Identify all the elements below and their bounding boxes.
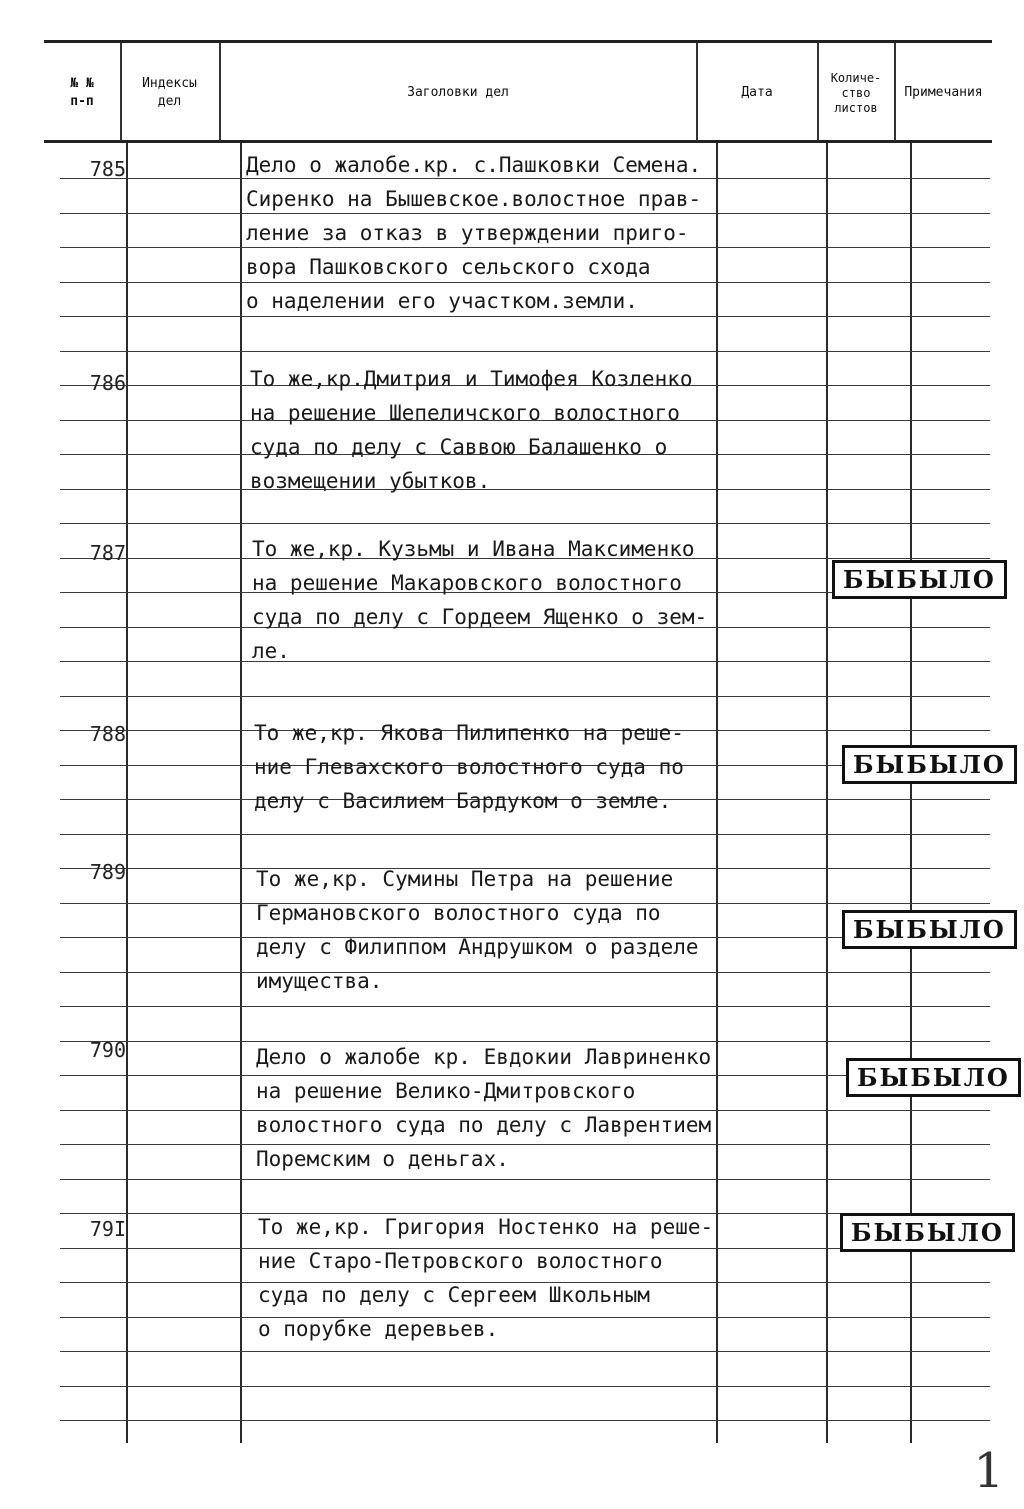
header-title: Заголовки дел (407, 85, 509, 100)
stamp-was: БЫБЫЛО (832, 560, 1007, 599)
case-title-line: возмещении убытков. (250, 469, 491, 493)
stamp-was: БЫБЫЛО (846, 1058, 1021, 1097)
case-title-line: на решение Макаровского волостного (252, 571, 682, 595)
case-title-line: суда по делу с Саввою Балашенко о (250, 435, 668, 459)
ruled-line (60, 1420, 990, 1421)
header-bottom-rule (44, 140, 992, 143)
header-date: Дата (741, 85, 773, 100)
case-title-line: То же,кр. Кузьмы и Ивана Максименко (252, 537, 695, 561)
case-title-line: То же,кр. Григория Ностенко на реше- (258, 1215, 714, 1239)
header-divider (817, 43, 819, 141)
page-mark: 1 (973, 1443, 1004, 1499)
header-divider (696, 43, 698, 141)
case-title-line: Дело о жалобе кр. Евдокии Лавриненко (256, 1045, 712, 1069)
case-title-line: Германовского волостного суда по (256, 901, 661, 925)
case-title-line: ле. (252, 639, 290, 663)
header-top-rule (44, 40, 992, 43)
case-title-line: То же,кр. Сумины Петра на решение (256, 867, 674, 891)
case-title-line: делу с Филиппом Андрушком о разделе (256, 935, 699, 959)
row-number: 790 (89, 1038, 126, 1062)
case-title (254, 716, 774, 818)
header-sheet-count: Количе- ство листов (830, 70, 882, 115)
stamp-was: БЫБЫЛО (842, 745, 1017, 784)
ruled-line (60, 834, 990, 835)
case-title-line: о наделении его участком.земли. (246, 289, 638, 313)
ruled-line (60, 696, 990, 697)
case-title-line: суда по делу с Сергеем Школьным (258, 1283, 650, 1307)
row-number: 79I (89, 1217, 126, 1241)
case-title-line: ние Глевахского волостного суда по (254, 755, 684, 779)
header-divider (219, 43, 221, 141)
case-title-line: вора Пашковского сельского схода (246, 255, 651, 279)
case-title-line: делу с Василием Бардуком о земле. (254, 789, 672, 813)
header-number: № № п-п (70, 76, 94, 109)
ruled-line (60, 351, 990, 352)
case-title-line: на решение Шепеличского волостного (250, 401, 680, 425)
case-title-line: на решение Велико-Дмитровского (256, 1079, 636, 1103)
stamp-was: БЫБЫЛО (840, 1213, 1015, 1252)
ruled-line (60, 1351, 990, 1352)
case-title-line: Поремским о деньгах. (256, 1147, 509, 1171)
case-title (246, 148, 766, 318)
row-number: 789 (89, 860, 126, 884)
case-title (250, 362, 770, 498)
case-title (256, 862, 776, 998)
case-title-line: волостного суда по делу с Лаврентием (256, 1113, 712, 1137)
case-title-line: ние Старо-Петровского волостного (258, 1249, 663, 1273)
case-title-line: суда по делу с Гордеем Ященко о зем- (252, 605, 708, 629)
case-title-line: Сиренко на Бышевское.волостное прав- (246, 187, 702, 211)
header-divider (894, 43, 896, 141)
case-title-line: То же,кр. Якова Пилипенко на реше- (254, 721, 684, 745)
case-title-line: ление за отказ в утверждении приго- (246, 221, 689, 245)
stamp-was: БЫБЫЛО (842, 910, 1017, 949)
header-notes: Примечания (904, 85, 983, 100)
case-title-line: о порубке деревьев. (258, 1317, 499, 1341)
case-title (258, 1210, 778, 1346)
row-number: 787 (89, 541, 126, 565)
header-index: Индексы дел (142, 76, 197, 109)
header-divider (120, 43, 122, 141)
case-title (256, 1040, 776, 1176)
row-number: 786 (89, 371, 126, 395)
case-title (252, 532, 772, 668)
ruled-line (60, 1179, 990, 1180)
row-number: 788 (89, 722, 126, 746)
case-title-line: То же,кр.Дмитрия и Тимофея Козленко (250, 367, 693, 391)
ruled-line (60, 523, 990, 524)
case-title-line: Дело о жалобе.кр. с.Пашковки Семена. (246, 153, 702, 177)
row-number: 785 (89, 157, 126, 181)
case-title-line: имущества. (256, 969, 383, 993)
ruled-line (60, 1386, 990, 1387)
ruled-line (60, 1006, 990, 1007)
